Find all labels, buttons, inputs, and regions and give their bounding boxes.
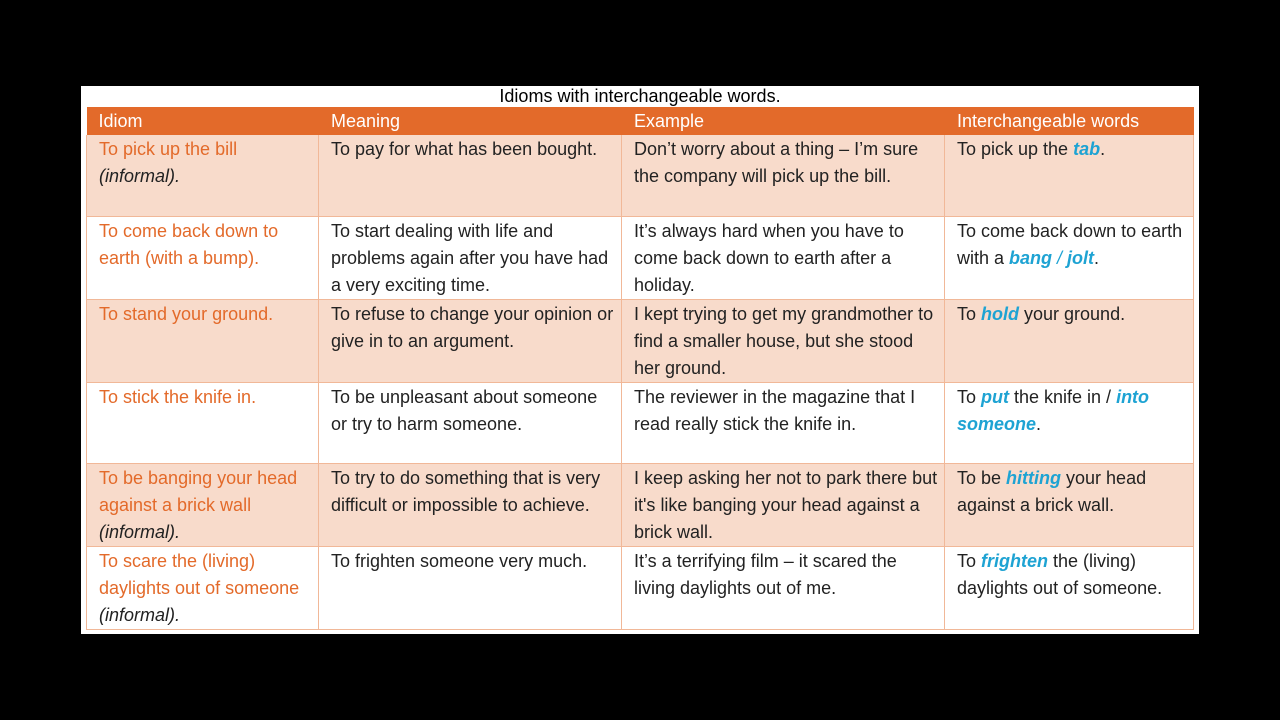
idiom-text: To stand your ground. <box>99 303 274 324</box>
meaning-cell: To start dealing with life and problems again after you have had a very exciting time. <box>319 216 622 299</box>
interchangeable-suffix: . <box>1100 139 1106 159</box>
interchangeable-suffix: the (living) daylights out of someone. <box>957 550 1163 598</box>
idiom-cell <box>87 135 319 216</box>
informal-tag: (informal). <box>99 521 181 542</box>
table-row <box>87 463 1194 546</box>
idiom-text: To scare the (living) daylights out of someone <box>99 550 300 598</box>
interchangeable-prefix: To <box>957 303 982 324</box>
idiom-text: To pick up the bill <box>99 139 238 159</box>
idiom-cell <box>87 299 319 382</box>
interchangeable-cell <box>945 546 1194 629</box>
informal-tag: (informal). <box>99 604 181 625</box>
interchangeable-word-alt: jolt <box>1067 247 1095 268</box>
table-row <box>87 216 1194 299</box>
example-cell: I keep asking her not to park there but it's like banging your head against a brick wall. <box>622 463 945 546</box>
interchangeable-suffix: your head against a brick wall. <box>957 467 1147 515</box>
idiom-text: To stick the knife in. <box>99 386 257 407</box>
interchangeable-prefix: To <box>957 386 982 407</box>
idiom-text: To come back down to earth (with a bump). <box>99 220 279 268</box>
table-row <box>87 299 1194 382</box>
interchangeable-separator: the knife in / <box>1009 386 1117 407</box>
interchangeable-suffix: . <box>1036 413 1042 434</box>
table-row <box>87 382 1194 463</box>
example-cell: I kept trying to get my grandmother to find a smaller house, but she stood her ground. <box>622 299 945 382</box>
example-cell: It’s a terrifying film – it scared the living daylights out of me. <box>622 546 945 629</box>
idioms-table <box>86 107 1194 630</box>
meaning-cell: To try to do something that is very difficult or impossible to achieve. <box>319 463 622 546</box>
interchangeable-separator: / <box>1052 247 1068 268</box>
meaning-cell: To refuse to change your opinion or give in to an argument. <box>319 299 622 382</box>
interchangeable-word: put <box>981 386 1009 407</box>
table-row <box>87 135 1194 216</box>
table-row <box>87 546 1194 629</box>
document-page <box>81 86 1199 634</box>
interchangeable-word: bang <box>1009 247 1053 268</box>
interchangeable-suffix: your ground. <box>1019 303 1126 324</box>
interchangeable-cell <box>945 135 1194 216</box>
interchangeable-suffix: . <box>1094 247 1100 268</box>
interchangeable-word: frighten <box>981 550 1049 571</box>
interchangeable-prefix: To be <box>957 467 1007 488</box>
interchangeable-cell <box>945 216 1194 299</box>
interchangeable-prefix: To come back down to earth with a <box>957 220 1183 268</box>
interchangeable-cell <box>945 299 1194 382</box>
header-row <box>87 107 1194 135</box>
idiom-cell <box>87 216 319 299</box>
table-title: Idioms with interchangeable words. <box>499 86 781 106</box>
interchangeable-prefix: To pick up the <box>957 139 1074 159</box>
interchangeable-cell <box>945 463 1194 546</box>
meaning-cell: To be unpleasant about someone or try to harm someone. <box>319 382 622 463</box>
interchangeable-prefix: To <box>957 550 982 571</box>
example-cell: It’s always hard when you have to come back down to earth after a holiday. <box>622 216 945 299</box>
idiom-text: To be banging your head against a brick wall <box>99 467 298 515</box>
idiom-cell <box>87 546 319 629</box>
meaning-cell: To frighten someone very much. <box>319 546 622 629</box>
example-cell: Don’t worry about a thing – I’m sure the company will pick up the bill. <box>622 135 945 216</box>
idiom-cell <box>87 463 319 546</box>
header-interchangeable: Interchangeable words <box>945 107 1194 135</box>
meaning-cell: To pay for what has been bought. <box>319 135 622 216</box>
interchangeable-word-alt: into someone <box>957 386 1150 434</box>
header-meaning: Meaning <box>319 107 622 135</box>
interchangeable-word: tab <box>1073 139 1101 159</box>
header-idiom: Idiom <box>87 107 319 135</box>
example-cell: The reviewer in the magazine that I read really stick the knife in. <box>622 382 945 463</box>
header-example: Example <box>622 107 945 135</box>
idiom-cell <box>87 382 319 463</box>
interchangeable-cell <box>945 382 1194 463</box>
interchangeable-word: hitting <box>1006 467 1062 488</box>
informal-tag: (informal). <box>99 166 181 186</box>
interchangeable-word: hold <box>981 303 1020 324</box>
